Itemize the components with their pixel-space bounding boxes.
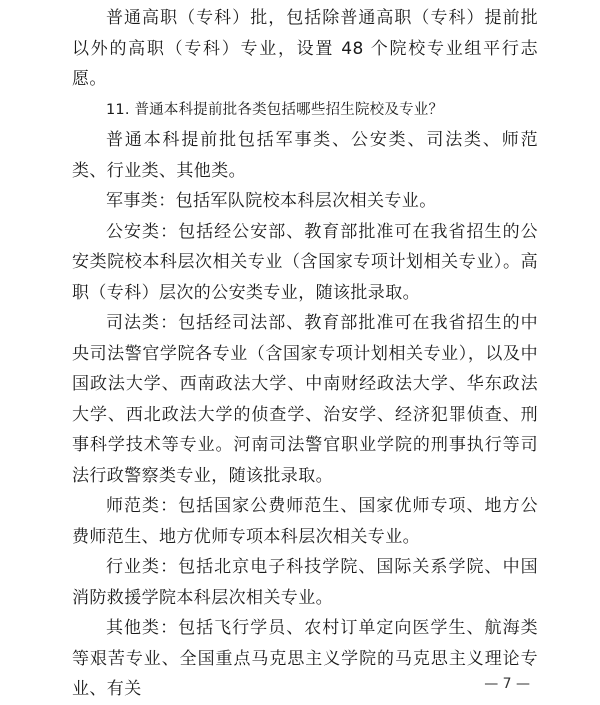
- paragraph-other: 其他类：包括飞行学员、农村订单定向医学生、航海类等艰苦专业、全国重点马克思主义学院的马克思主义理论专业、有关: [72, 618, 538, 699]
- paragraph-industry: 行业类：包括北京电子科技学院、国际关系学院、中国消防救援学院本科层次相关专业。: [72, 557, 538, 608]
- question-heading: 11. 普通本科提前批各类包括哪些招生院校及专业？: [106, 101, 444, 118]
- page-number: — 7 —: [484, 676, 530, 692]
- paragraph-vocational-batch: 普通高职（专科）批，包括除普通高职（专科）提前批以外的高职（专科）专业，设置 48 个院校专业组平行志愿。: [72, 8, 538, 89]
- paragraph-military: 军事类：包括军队院校本科层次相关专业。: [106, 191, 437, 211]
- paragraph-early-batch-overview: 普通本科提前批包括军事类、公安类、司法类、师范类、行业类、其他类。: [72, 130, 538, 181]
- paragraph-teacher-training: 师范类：包括国家公费师范生、国家优师专项、地方公费师范生、地方优师专项本科层次相关专业。: [72, 496, 538, 547]
- paragraph-public-security: 公安类：包括经公安部、教育部批准可在我省招生的公安类院校本科层次相关专业（含国家专项计划相关专业）。高职（专科）层次的公安类专业，随该批录取。: [72, 221, 538, 303]
- paragraph-judicial: 司法类：包括经司法部、教育部批准可在我省招生的中央司法警官学院各专业（含国家专项计划相关专业），以及中国政法大学、西南政法大学、中南财经政法大学、华东政法大学、西北政法大学的侦查学、治安学、经济犯罪侦查、刑事科学技术等专业。河南司法警官职业学院的刑事执行等司法行政警察类专业，随该批录取。: [72, 313, 538, 486]
